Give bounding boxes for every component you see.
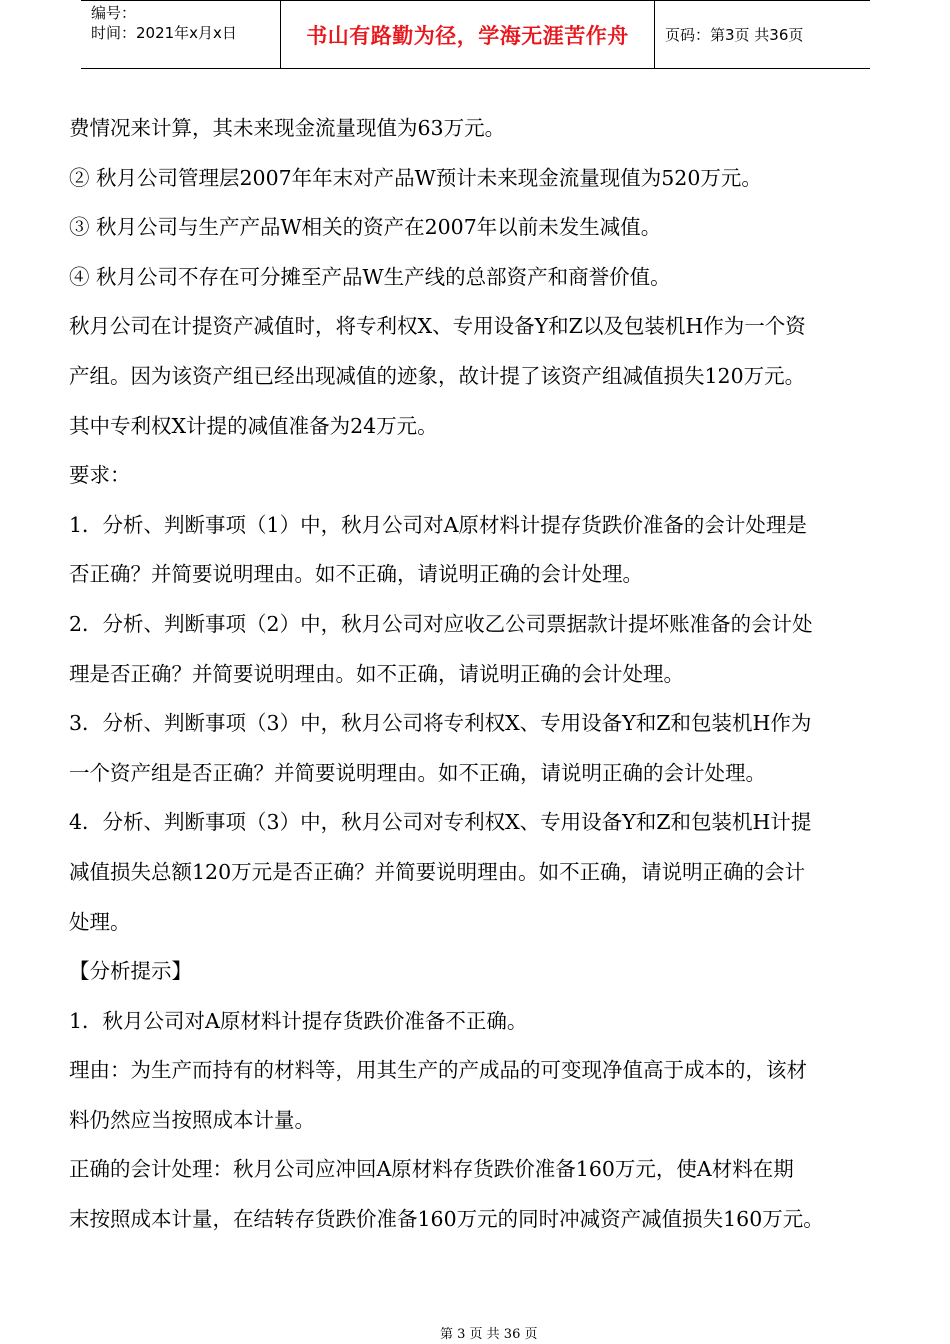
body-line: 4．分析、判断事项（3）中，秋月公司对专利权X、专用设备Y和Z和包装机H计提: [69, 810, 812, 835]
body-line: 理由：为生产而持有的材料等，用其生产的产成品的可变现净值高于成本的，该材: [69, 1058, 807, 1083]
body-line: 1．分析、判断事项（1）中，秋月公司对A原材料计提存货跌价准备的会计处理是: [69, 512, 807, 537]
body-line: ③ 秋月公司与生产产品W相关的资产在2007年以前未发生减值。: [69, 215, 662, 240]
body-line: 正确的会计处理：秋月公司应冲回A原材料存货跌价准备160万元，使A材料在期: [69, 1157, 794, 1182]
body-line: 处理。: [69, 909, 131, 934]
body-line: 1．秋月公司对A原材料计提存货跌价准备不正确。: [69, 1008, 528, 1033]
body-line: 理是否正确？并简要说明理由。如不正确，请说明正确的会计处理。: [69, 661, 684, 686]
motto-text: 书山有路勤为径，学海无涯苦作舟: [306, 23, 629, 48]
body-line: 一个资产组是否正确？并简要说明理由。如不正确，请说明正确的会计处理。: [69, 760, 766, 785]
page-footer: 第 3 页 共 36 页: [440, 1327, 538, 1342]
body-line: 秋月公司在计提资产减值时，将专利权X、专用设备Y和Z以及包装机H作为一个资: [69, 314, 806, 339]
number-label: 编号：: [91, 4, 137, 22]
body-line: 否正确？并简要说明理由。如不正确，请说明正确的会计处理。: [69, 562, 643, 587]
body-line: 产组。因为该资产组已经出现减值的迹象，故计提了该资产组减值损失120万元。: [69, 363, 806, 388]
body-line: 减值损失总额120万元是否正确？并简要说明理由。如不正确，请说明正确的会计: [69, 859, 806, 884]
body-line: ④ 秋月公司不存在可分摊至产品W生产线的总部资产和商誉价值。: [69, 264, 671, 289]
body-line: 【分析提示】: [69, 959, 192, 984]
body-line: 末按照成本计量，在结转存货跌价准备160万元的同时冲减资产减值损失160万元。: [69, 1207, 824, 1232]
document-body: [69, 104, 884, 1245]
body-line: 要求：: [69, 463, 131, 488]
body-line: 料仍然应当按照成本计量。: [69, 1107, 315, 1132]
header-motto-cell: [281, 1, 655, 68]
body-line: ② 秋月公司管理层2007年年末对产品W预计未来现金流量现值为520万元。: [69, 165, 762, 190]
header-page-cell: [655, 1, 870, 68]
page-info: 页码：第3页 共36页: [665, 26, 804, 44]
body-line: 其中专利权X计提的减值准备为24万元。: [69, 413, 438, 438]
body-line: 2．分析、判断事项（2）中，秋月公司对应收乙公司票据款计提坏账准备的会计处: [69, 611, 813, 636]
page-header: [81, 0, 870, 69]
body-line: 3．分析、判断事项（3）中，秋月公司将专利权X、专用设备Y和Z和包装机H作为: [69, 711, 812, 736]
header-meta-cell: [81, 1, 281, 68]
time-label: 时间：2021年x月x日: [91, 24, 237, 42]
body-line: 费情况来计算，其未来现金流量现值为63万元。: [69, 116, 506, 140]
